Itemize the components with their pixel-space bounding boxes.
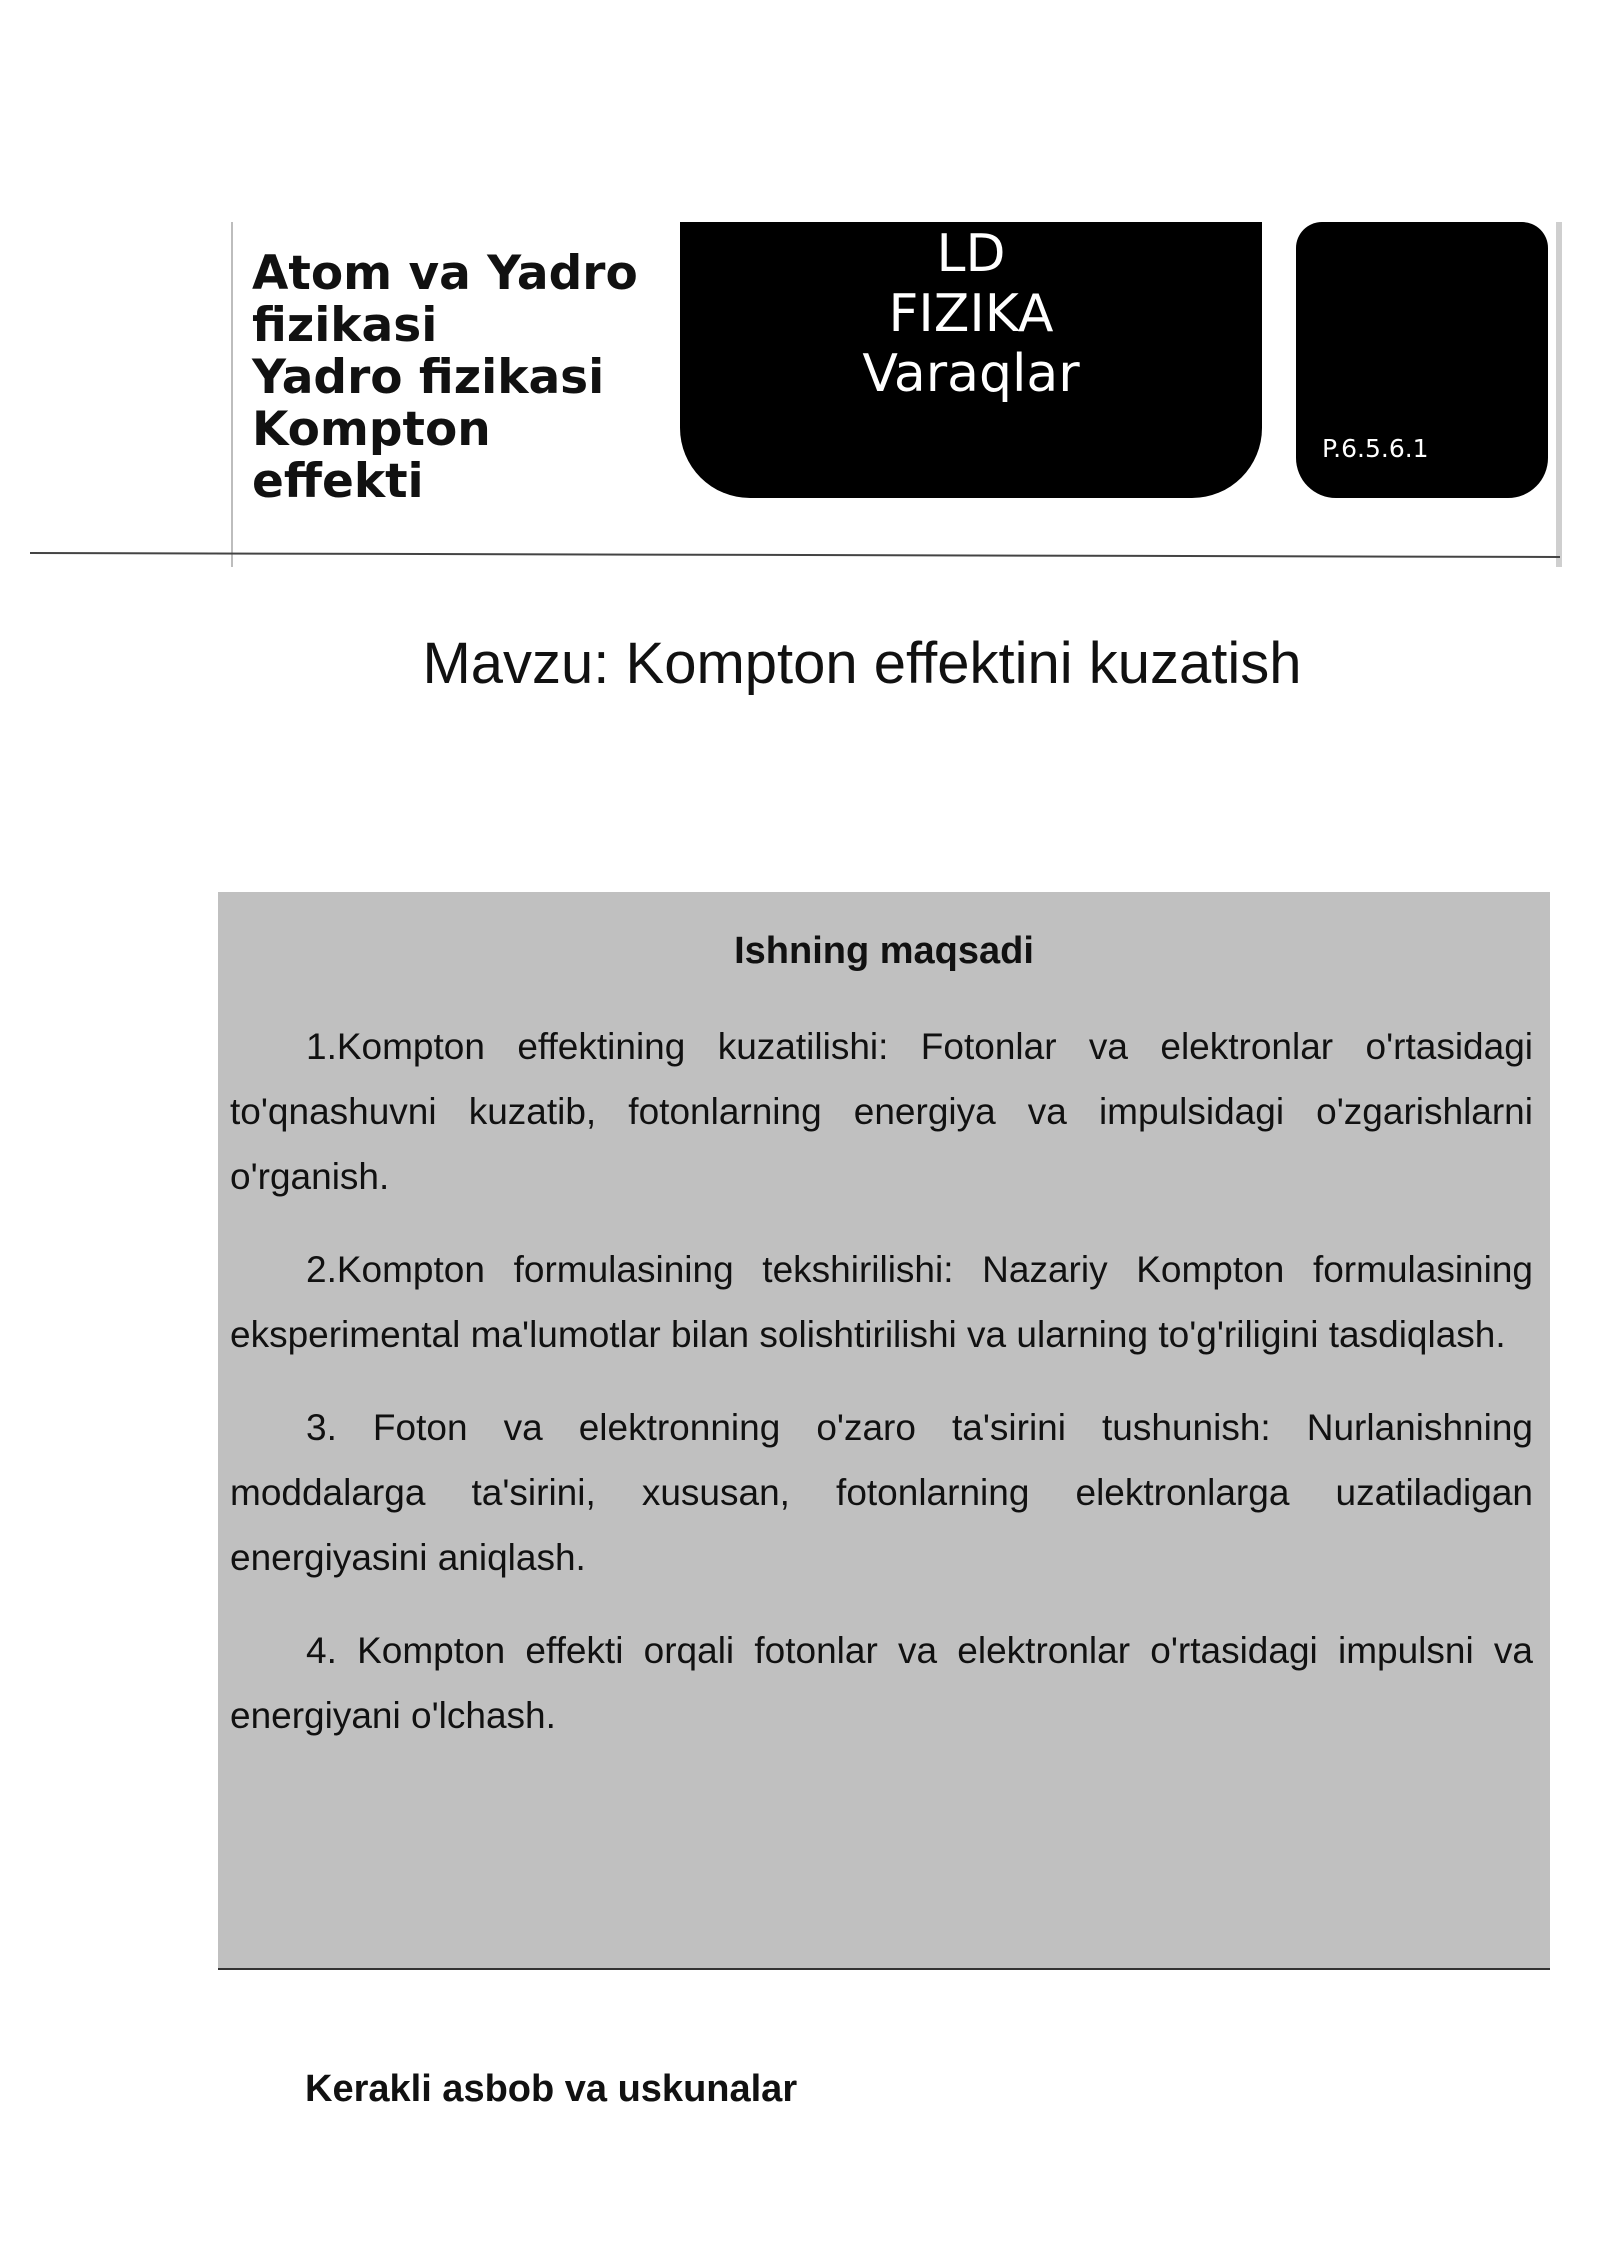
goal-section	[218, 892, 1550, 1970]
brand-line-3: Varaqlar	[862, 344, 1080, 404]
header-right-divider	[1556, 222, 1562, 567]
goal-item-3: 3. Foton va elektronning o'zaro ta'sirini tushunish: Nurlanishning moddalarga ta'sirini, xususan, fotonlarning elektronlarga uzatiladigan energiyasini aniqlash.	[230, 1407, 1533, 1578]
header-rule	[30, 552, 1560, 558]
brand-box	[680, 222, 1262, 498]
goal-item-1: 1.Kompton effektining kuzatilishi: Fotonlar va elektronlar o'rtasidagi to'qnashuvni kuzatib, fotonlarning energiya va impulsidagi o'zgarishlarni o'rganish.	[230, 1026, 1533, 1197]
page-heading: Mavzu: Kompton effektini kuzatish	[422, 631, 1302, 696]
goal-title: Ishning maqsadi	[734, 930, 1034, 972]
goal-item-4: 4. Kompton effekti orqali fotonlar va elektronlar o'rtasidagi impulsni va energiyani o'lchash.	[230, 1630, 1533, 1736]
header-left-divider	[231, 222, 233, 567]
goal-list	[230, 1014, 1533, 1776]
brand-line-1: LD	[936, 224, 1006, 284]
brand-line-2: FIZIKA	[888, 284, 1054, 344]
goal-item-2: 2.Kompton formulasining tekshirilishi: Nazariy Kompton formulasining eksperimental ma'lumotlar bilan solishtirilishi va ularning to'g'riligini tasdiqlash.	[230, 1249, 1533, 1355]
topic-title: Atom va Yadro fizikasi Yadro fizikasi Kompton effekti	[252, 246, 638, 509]
equipment-heading: Kerakli asbob va uskunalar	[305, 2068, 798, 2110]
code-box	[1296, 222, 1548, 498]
document-header	[0, 0, 1600, 580]
document-code: P.6.5.6.1	[1322, 434, 1429, 463]
